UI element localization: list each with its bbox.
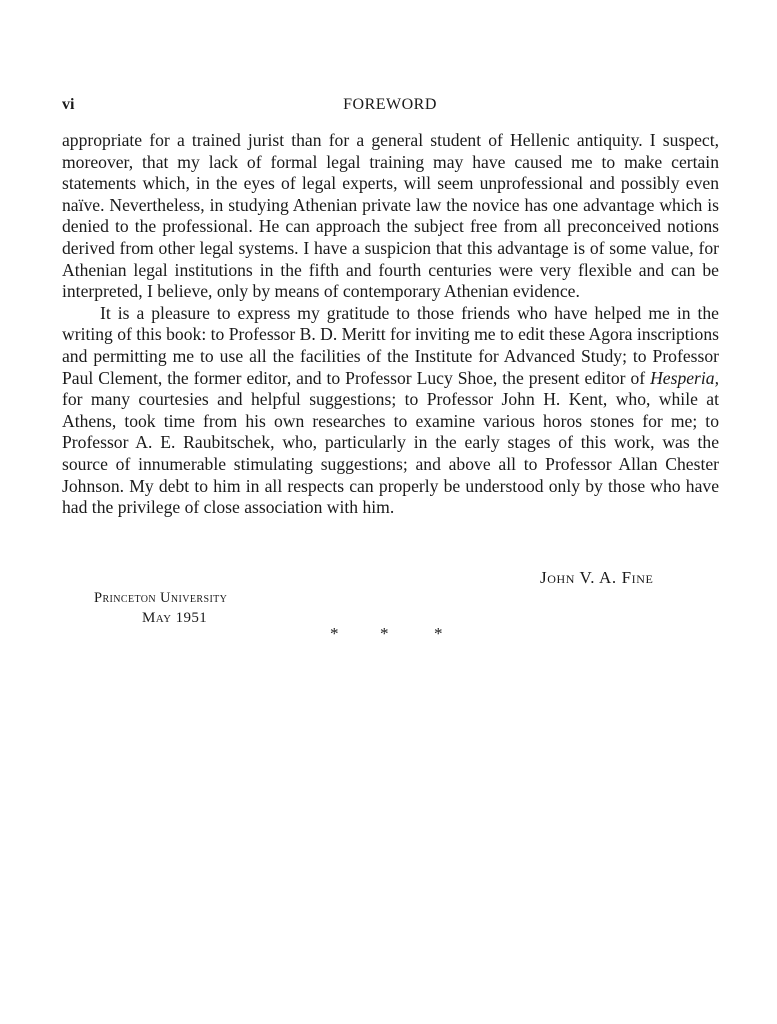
date-line: May 1951 [142, 610, 208, 626]
asterisk: * [380, 624, 389, 643]
page-number: vi [62, 96, 75, 113]
acknowledgements-text-part-1: It is a pleasure to express my gratitude to those friends who have helped me in the writing of this book: to Professor B. D. Meritt for inviting me to edit these Agora inscriptions and permitting me to use all the facilities of the Institute for Advanced Study; to Professor Paul Clement, the former editor, and to Professor Lucy Shoe, the present editor of [62, 302, 719, 388]
running-head [62, 96, 718, 118]
paragraph-continued: appropriate for a trained jurist than for a general student of Hellenic antiquity. I suspect, moreover, that my lack of formal legal training may have caused me to make certain statements which, in the eyes of legal experts, will seem unprofessional and possibly even naïve. Nevertheless, in studying Athenian private law the novice has one advantage which is denied to the professional. He can approach the subject free from all preconceived notions derived from other legal systems. I have a suspicion that this advantage is of some value, for Athenian legal institutions in the fifth and fourth centuries were very flexible and can be interpreted, I believe, only by means of contemporary Athenian evidence. [62, 130, 719, 302]
section-title: FOREWORD [343, 96, 437, 113]
author-signature: John V. A. Fine [540, 568, 654, 587]
section-separator [330, 624, 450, 644]
paragraph-acknowledgements [62, 303, 719, 519]
foreword-body [62, 130, 719, 519]
journal-title-hesperia: Hesperia, [650, 367, 719, 388]
acknowledgements-text-part-2: for many courtesies and helpful suggestions; to Professor John H. Kent, who, while at Athens, took time from his own researches to examine various horos stones for me; to Professor A. E. Raubitschek, who, particularly in the early stages of this work, was the source of innumerable stimulating suggestions; and above all to Professor Allan Chester Johnson. My debt to him in all respects can properly be understood only by those who have had the privilege of close association with him. [62, 389, 719, 518]
asterisk: * [434, 624, 443, 643]
asterisk: * [330, 624, 339, 643]
affiliation: Princeton University [94, 590, 228, 606]
